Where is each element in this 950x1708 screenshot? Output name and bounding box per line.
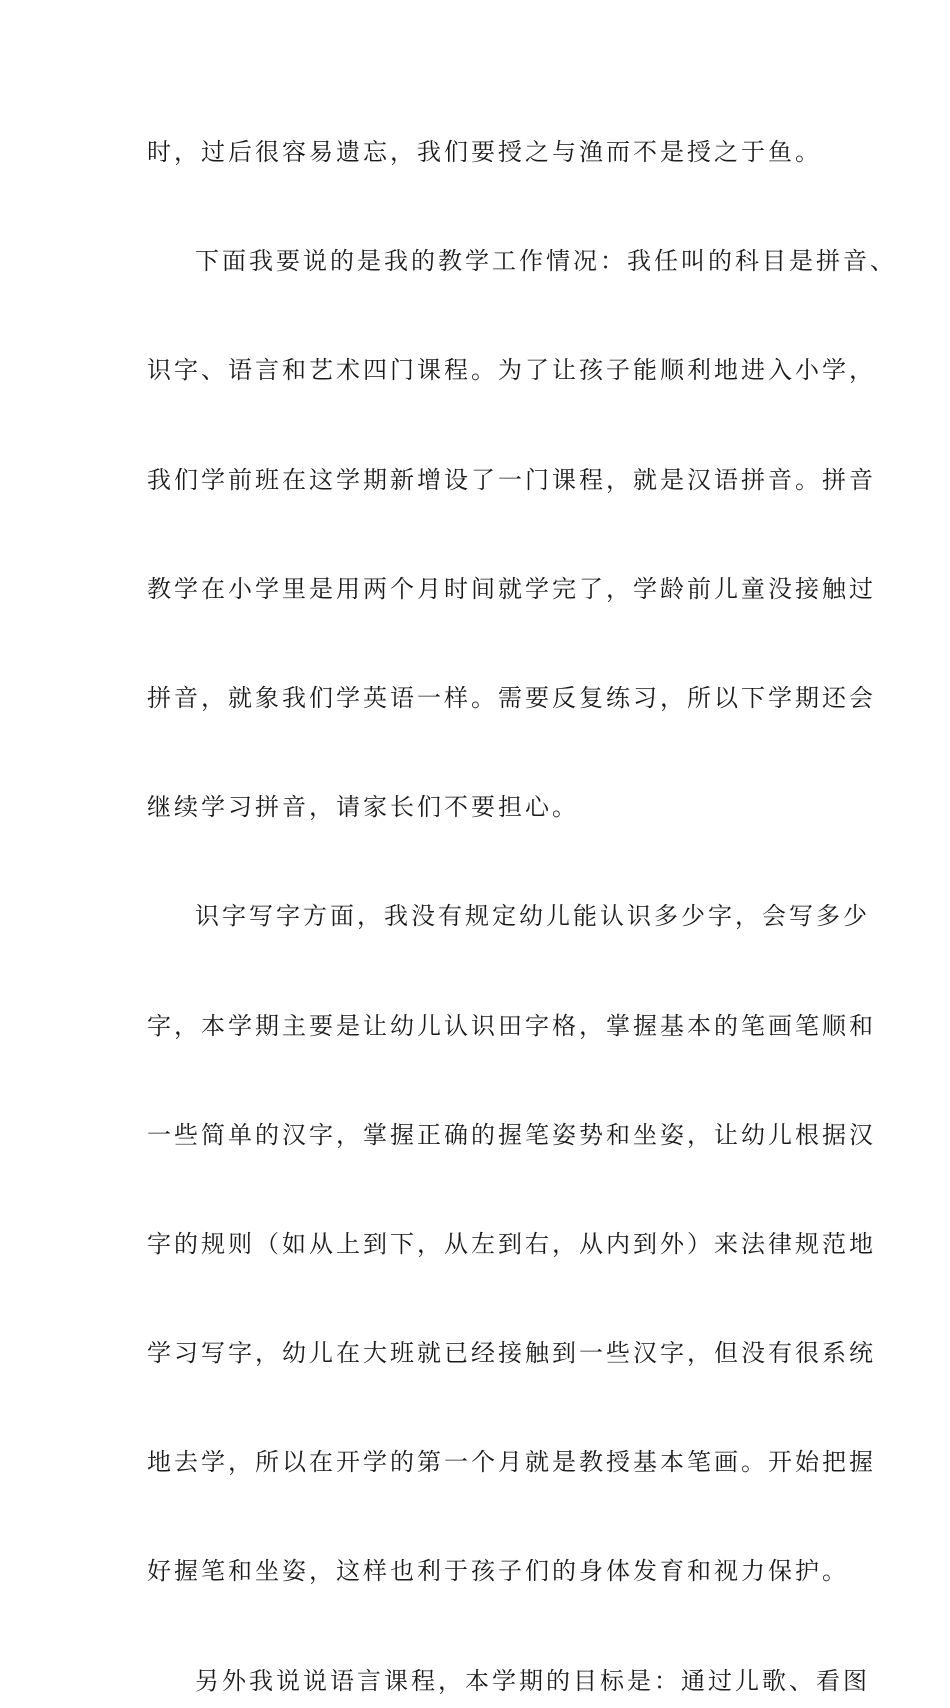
text-line: 好握笔和坐姿，这样也利于孩子们的身体发育和视力保护。 [147,1557,849,1586]
text-line: 时，过后很容易遗忘，我们要授之与渔而不是授之于鱼。 [147,138,822,166]
paragraph-start-line: 识字写字方面，我没有规定幼儿能认识多少字，会写多少 [195,902,870,931]
paragraph-start-line: 下面我要说的是我的教学工作情况：我任叫的科目是拼音、 [195,247,897,276]
text-line: 拼音，就象我们学英语一样。需要反复练习，所以下学期还会 [147,683,876,712]
text-line: 识字、语言和艺术四门课程。为了让孩子能顺利地进入小学， [147,356,876,385]
text-line: 字的规则（如从上到下，从左到右，从内到外）来法律规范地 [147,1229,876,1258]
text-line: 教学在小学里是用两个月时间就学完了，学龄前儿童没接触过 [147,574,876,603]
text-line: 继续学习拼音，请家长们不要担心。 [147,793,579,822]
paragraph-start-line: 另外我说说语言课程，本学期的目标是：通过儿歌、看图 [195,1666,870,1695]
text-line: 我们学前班在这学期新增设了一门课程，就是汉语拼音。拼音 [147,465,876,494]
document-body [147,125,897,1708]
text-line: 地去学，所以在开学的第一个月就是教授基本笔画。开始把握 [147,1448,876,1477]
text-line: 一些简单的汉字，掌握正确的握笔姿势和坐姿，让幼儿根据汉 [147,1120,876,1149]
text-line: 学习写字，幼儿在大班就已经接触到一些汉字，但没有很系统 [147,1339,876,1368]
text-line: 字，本学期主要是让幼儿认识田字格，掌握基本的笔画笔顺和 [147,1011,876,1040]
